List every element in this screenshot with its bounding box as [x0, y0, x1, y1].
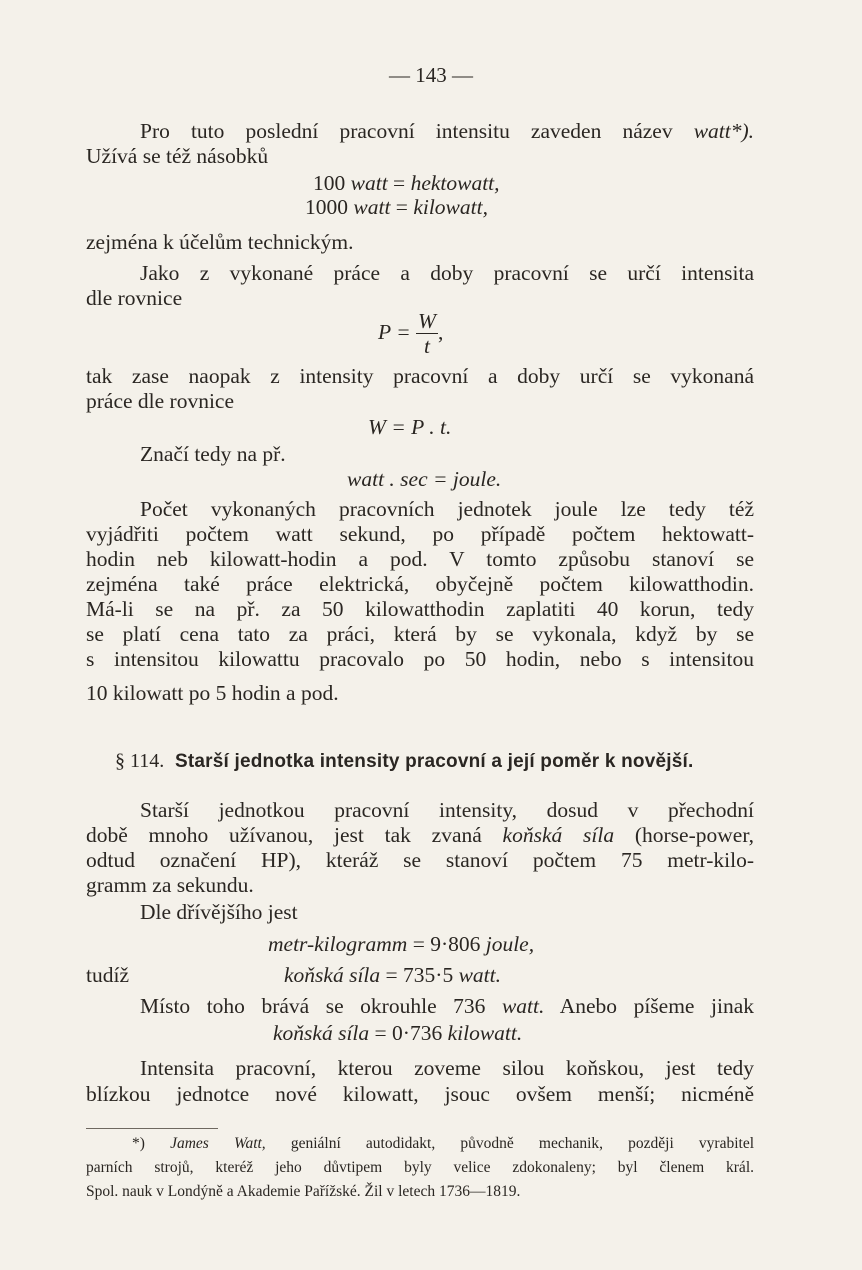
text-line: Jako z vykonané práce a doby pracovní se určí intensita [140, 261, 754, 285]
text-line: Místo toho brává se okrouhle 736 watt. Anebo píšeme jinak [140, 994, 754, 1018]
text-line: hodin neb kilowatt-hodin a pod. V tomto způsobu stanoví se [86, 547, 754, 571]
italic-term: watt*). [693, 119, 755, 143]
text-line: zejména také práce elektrická, obyčejně počtem kilowatthodin. [86, 572, 754, 596]
equation: W = P . t. [368, 415, 452, 439]
equation: koňská síla = 0·736 kilowatt. [273, 1021, 523, 1045]
text-line: gramm za sekundu. [86, 873, 254, 897]
text-line: době mnoho užívanou, jest tak zvaná koňská síla (horse-power, [86, 823, 754, 847]
footnote-line: *) James Watt, geniální autodidakt, původně mechanik, později vyrabitel [132, 1135, 755, 1152]
footnote-line: parních strojů, kteréž jeho důvtipem byly velice zdokonaleny; byl členem král. [86, 1159, 754, 1176]
text-line: se platí cena tato za práci, která by se vykonala, když by se [86, 622, 754, 646]
equation: koňská síla = 735·5 watt. [284, 963, 501, 987]
section-title: Starší jednotka intensity pracovní a její poměr k novější. [175, 751, 694, 772]
text-line: Počet vykonaných pracovních jednotek joule lze tedy též [140, 497, 754, 521]
text-line: Pro tuto poslední pracovní intensitu zaveden název watt*). [140, 119, 755, 143]
equation: 100 watt = hektowatt, [313, 171, 500, 195]
text-line: zejména k účelům technickým. [86, 230, 354, 254]
fraction-equation: P = $\frac{W}{t}$ , [378, 309, 444, 358]
footnote-divider [86, 1128, 218, 1129]
section-number: § 114. [115, 750, 165, 772]
equation-label: tudíž [86, 963, 129, 987]
equation: watt . sec = joule. [347, 467, 502, 491]
text-line: Má-li se na př. za 50 kilowatthodin zaplatiti 40 korun, tedy [86, 597, 754, 621]
text-line: odtud označení HP), kteráž se stanoví počtem 75 metr-kilo- [86, 848, 754, 872]
equation: metr-kilogramm = 9·806 joule, [268, 932, 535, 956]
page-number: — 143 — [389, 63, 473, 87]
text-line: Značí tedy na př. [140, 442, 286, 466]
section-heading [115, 747, 693, 775]
text-line: Intensita pracovní, kterou zoveme silou koňskou, jest tedy [140, 1056, 754, 1080]
text-line: blízkou jednotce nové kilowatt, jsouc ovšem menší; nicméně [86, 1082, 754, 1106]
text-line: s intensitou kilowattu pracovalo po 50 hodin, nebo s intensitou [86, 647, 754, 671]
text-line: Starší jednotkou pracovní intensity, dosud v přechodní [140, 798, 754, 822]
text-line: Dle dřívějšího jest [140, 900, 298, 924]
text-line: 10 kilowatt po 5 hodin a pod. [86, 681, 339, 705]
equation: 1000 watt = kilowatt, [305, 195, 488, 219]
text-line: tak zase naopak z intensity pracovní a doby určí se vykonaná [86, 364, 754, 388]
text-line: Užívá se též násobků [86, 144, 269, 168]
text-line: práce dle rovnice [86, 389, 235, 413]
text-line: vyjádřiti počtem watt sekund, po případě počtem hektowatt- [86, 522, 754, 546]
footnote-line: Spol. nauk v Londýně a Akademie Pařížské. Žil v letech 1736—1819. [86, 1183, 521, 1200]
text-line: dle rovnice [86, 286, 183, 310]
italic-term: koňská síla [502, 823, 615, 847]
